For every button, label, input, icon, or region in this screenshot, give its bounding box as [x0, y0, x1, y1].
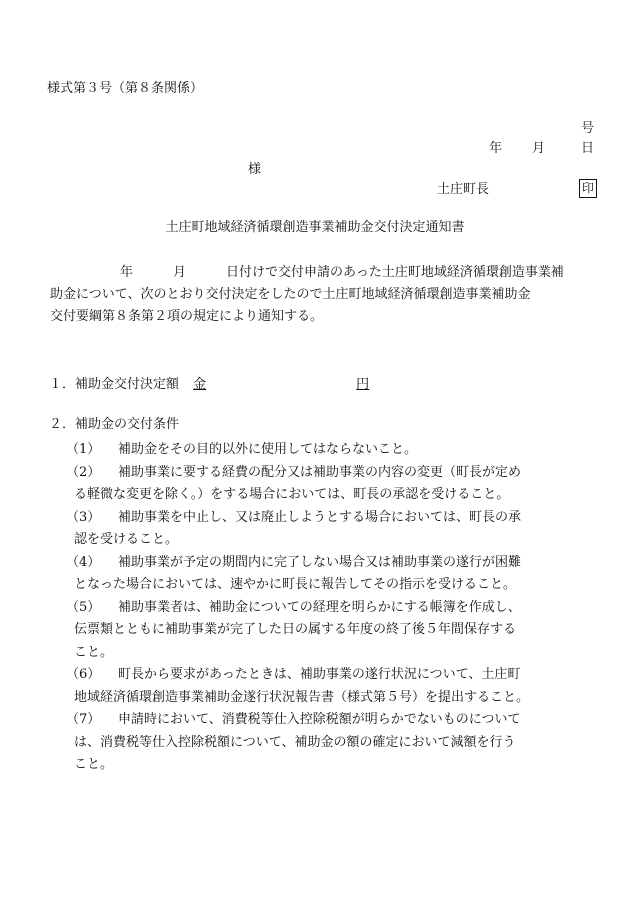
body-line-3: 交付要綱第８条第２項の規定により通知する。	[50, 309, 324, 324]
conditions-list	[66, 439, 606, 777]
condition-number: （6）	[66, 667, 101, 682]
seal-stamp-box: 印	[579, 179, 597, 198]
form-number: 様式第３号（第８条関係）	[47, 81, 204, 96]
condition-item: （4） 補助事業が予定の期間内に完了しない場合又は補助事業の遂行が困難 となった場合においては、速やかに町長に報告してその指示を受けること。	[66, 552, 606, 597]
body-line-1: 年 月 日付けで交付申請のあった土庄町地域経済循環創造事業補	[120, 265, 564, 280]
date-month-label: 月	[531, 141, 545, 156]
condition-number: （4）	[66, 554, 101, 570]
condition-number: （1）	[66, 442, 101, 457]
condition-item: （2） 補助事業に要する経費の配分又は補助事業の内容の変更（町長が定め る軽微な変更を除く。）をする場合においては、町長の承認を受けること。	[66, 462, 606, 507]
date-day-label: 日	[580, 141, 594, 156]
grant-amount-field: 金 円	[193, 377, 370, 392]
condition-item: （5） 補助事業者は、補助金についての経理を明らかにする帳簿を作成し、 伝票類とともに補助事業が完了した日の属する年度の終了後５年間保存する こと。	[66, 597, 606, 665]
condition-number: （5）	[66, 599, 101, 615]
issue-date	[489, 142, 594, 155]
issuer-name: 土庄町長	[437, 182, 490, 197]
condition-number: （2）	[66, 464, 101, 480]
body-line-2: 助金について、次のとおり交付決定をしたので土庄町地域経済循環創造事業補助金	[50, 287, 531, 302]
notice-body	[50, 262, 605, 328]
document-number-label: 号	[580, 121, 594, 136]
document-title: 土庄町地域経済循環創造事業補助金交付決定通知書	[165, 220, 465, 235]
condition-item: （6） 町長から要求があったときは、補助事業の遂行状況について、土庄町 地域経済循環創造事業補助金遂行状況報告書（様式第５号）を提出すること。	[66, 664, 606, 709]
condition-item: （1） 補助金をその目的以外に使用してはならないこと。	[66, 439, 606, 462]
condition-number: （3）	[66, 509, 101, 525]
condition-item: （3） 補助事業を中止し、又は廃止しようとする場合においては、町長の承 認を受けること。	[66, 507, 606, 552]
condition-item: （7） 申請時において、消費税等仕入控除税額が明らかでないものについて は、消費税等仕入控除税額について、補助金の額の確定において減額を行う こと。	[66, 709, 606, 777]
condition-number: （7）	[66, 712, 101, 727]
section-2-heading: ２．補助金の交付条件	[49, 417, 180, 432]
section-1-heading: １．補助金交付決定額	[49, 377, 180, 392]
addressee-suffix: 様	[248, 162, 262, 177]
date-year-label: 年	[488, 141, 502, 156]
section-grant-amount	[49, 378, 369, 391]
